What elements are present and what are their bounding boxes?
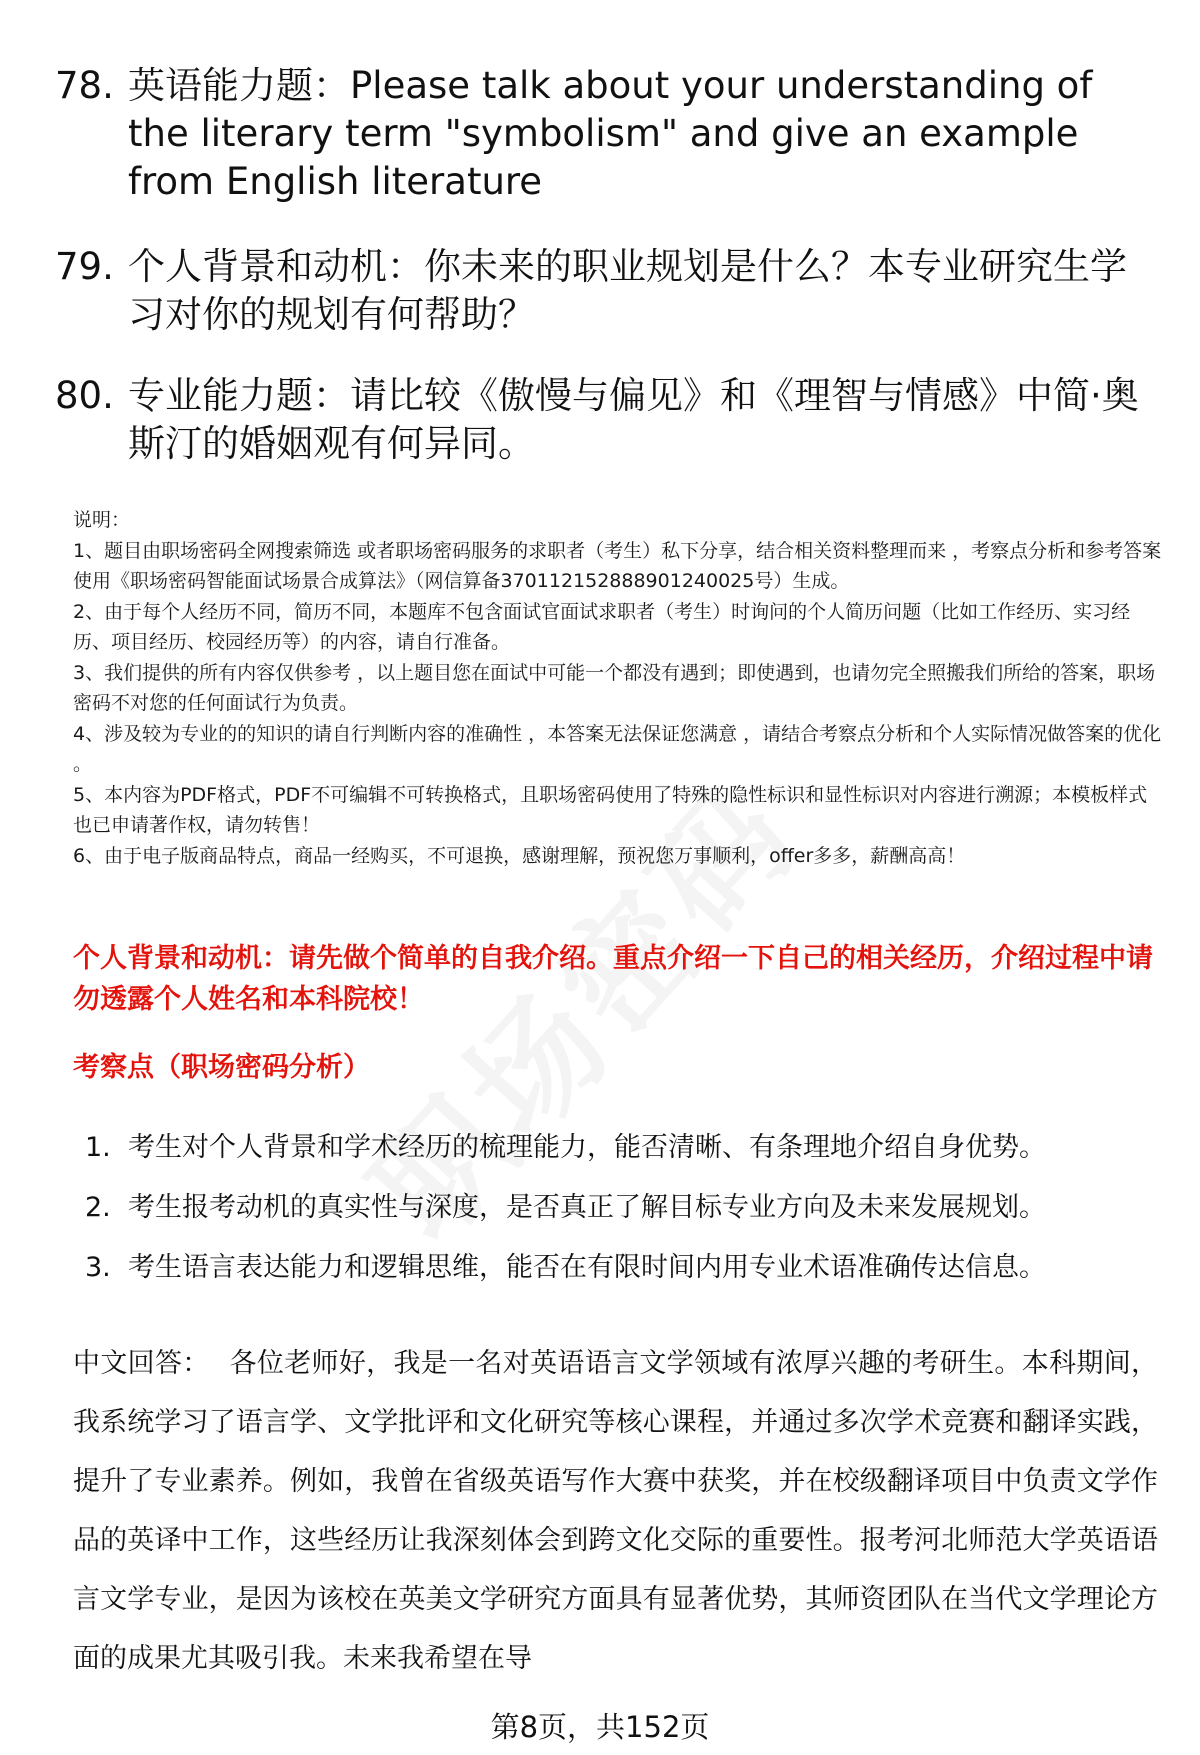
point-text: 考生报考动机的真实性与深度，是否真正了解目标专业方向及未来发展规划。 [128,1192,1046,1223]
point-number: 2. [85,1192,111,1223]
analysis-heading: 考察点（职场密码分析） [73,1052,370,1083]
point-number: 3. [85,1252,111,1283]
analysis-points [85,1128,1165,1308]
point-text: 考生对个人背景和学术经历的梳理能力，能否清晰、有条理地介绍自身优势。 [128,1132,1046,1163]
question-79 [55,243,1155,339]
note-item: 2、由于每个人经历不同，简历不同，本题库不包含面试官面试求职者（考生）时询问的个人简历问题（比如工作经历、实习经历、项目经历、校园经历等）的内容，请自行准备。 [73,600,1131,653]
question-text: 英语能力题：Please talk about your understanding of the literary term "symbolism" and give an example from English literature [128,64,1093,203]
note-item: 4、涉及较为专业的的知识的请自行判断内容的准确性 ，本答案无法保证您满意 ，请结合考察点分析和个人实际情况做答案的优化 。 [73,722,1162,775]
question-80 [55,372,1155,468]
analysis-point [85,1128,1165,1188]
note-item: 5、本内容为PDF格式，PDF不可编辑不可转换格式，且职场密码使用了特殊的隐性标识和显性标识对内容进行溯源；本模板样式也已申请著作权，请勿转售！ [73,783,1148,836]
question-number: 79. [55,245,114,288]
question-text: 专业能力题：请比较《傲慢与偏见》和《理智与情感》中简·奥斯汀的婚姻观有何异同。 [128,374,1139,465]
analysis-point [85,1248,1165,1308]
notes-title: 说明： [73,509,131,531]
question-number: 78. [55,64,114,107]
note-item: 1、题目由职场密码全网搜索筛选 或者职场密码服务的求职者（考生）私下分享，结合相关资料整理而来 ，考察点分析和参考答案使用《职场密码智能面试场景合成算法》（网信算备370112152888901240025号）生成。 [73,539,1162,592]
note-item: 3、我们提供的所有内容仅供参考 ，以上题目您在面试中可能一个都没有遇到；即使遇到，也请勿完全照搬我们所给的答案，职场密码不对您的任何面试行为负责。 [73,661,1156,714]
featured-question: 个人背景和动机：请先做个简单的自我介绍。重点介绍一下自己的相关经历，介绍过程中请勿透露个人姓名和本科院校！ [73,943,1153,1015]
question-78 [55,62,1155,206]
answer-text: 各位老师好，我是一名对英语语言文学领域有浓厚兴趣的考研生。本科期间，我系统学习了语言学、文学批评和文化研究等核心课程，并通过多次学术竞赛和翻译实践，提升了专业素养。例如，我曾在省级英语写作大赛中获奖，并在校级翻译项目中负责文学作品的英译中工作，这些经历让我深刻体会到跨文化交际的重要性。报考河北师范大学英语语言文学专业，是因为该校在英美文学研究方面具有显著优势，其师资团队在当代文学理论方面的成果尤其吸引我。未来我希望在导 [73,1348,1159,1674]
answer-label: 中文回答： [73,1348,210,1379]
chinese-answer [73,1334,1158,1688]
question-number: 80. [55,374,114,417]
point-number: 1. [85,1132,111,1163]
analysis-point [85,1188,1165,1248]
disclaimer-notes [73,505,1163,871]
page-footer: 第8页，共152页 [490,1710,710,1744]
question-text: 个人背景和动机：你未来的职业规划是什么？本专业研究生学习对你的规划有何帮助？ [128,245,1127,336]
note-item: 6、由于电子版商品特点，商品一经购买，不可退换，感谢理解，预祝您万事顺利，offer多多，薪酬高高！ [73,844,966,867]
point-text: 考生语言表达能力和逻辑思维，能否在有限时间内用专业术语准确传达信息。 [128,1252,1046,1283]
